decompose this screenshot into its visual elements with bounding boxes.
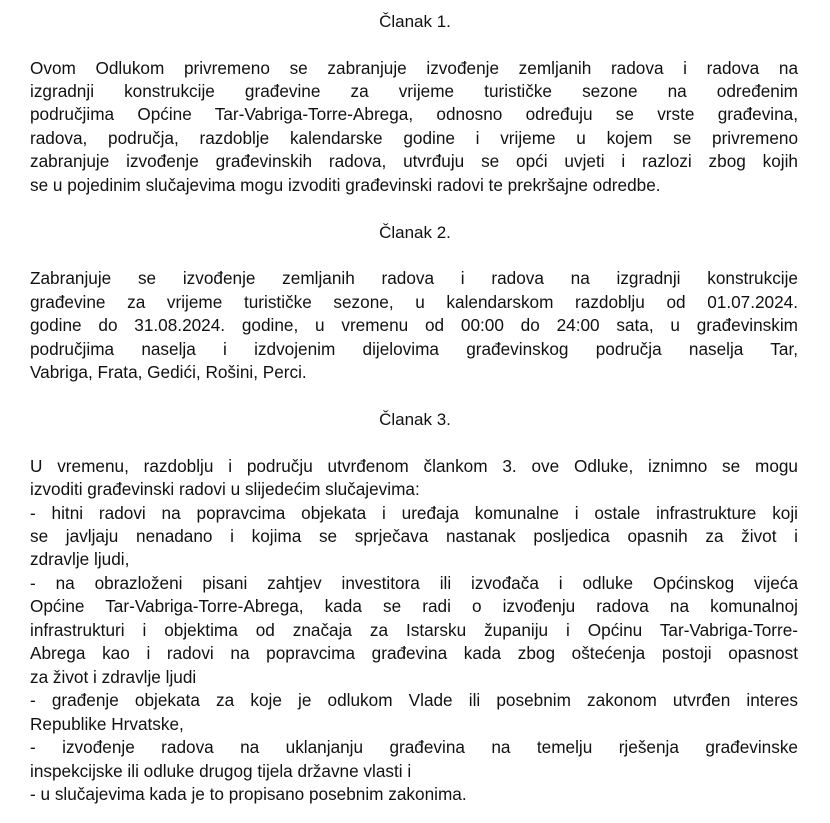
- article-1-heading: Članak 1.: [379, 12, 451, 31]
- article-3-line: U vremenu, razdoblju i području utvrđenom člankom 3. ove Odluke, iznimno se mogu: [30, 456, 798, 476]
- article-1-line: područjima Općine Tar-Vabriga-Torre-Abrega, odnosno određuju se vrste građevina,: [30, 104, 798, 124]
- article-1-line: se u pojedinim slučajevima mogu izvoditi građevinski radovi te prekršajne odredbe.: [30, 175, 661, 195]
- article-3-line: za život i zdravlje ljudi: [30, 667, 197, 687]
- article-3-heading: Članak 3.: [379, 410, 451, 429]
- article-1-line: radova, područja, razdoblje kalendarske godine i vrijeme u kojem se privremeno: [30, 128, 798, 148]
- article-3-line: inspekcijske ili odluke drugog tijela državne vlasti i: [30, 761, 412, 781]
- article-3-line: - građenje objekata za koje je odlukom Vlade ili posebnim zakonom utvrđen interes: [30, 690, 798, 710]
- article-2-line: građevine za vrijeme turističke sezone, u kalendarskom razdoblju od 01.07.2024.: [30, 292, 798, 312]
- article-2-line: Zabranjuje se izvođenje zemljanih radova i radova na izgradnji konstrukcije: [30, 268, 798, 288]
- article-3-line: zdravlje ljudi,: [30, 549, 130, 569]
- article-3-line: se javljaju nenadano i kojima se sprječava nastanak posljedica opasnih za život i: [30, 526, 798, 546]
- article-3-line: - na obrazloženi pisani zahtjev investitora ili izvođača i odluke Općinskog vijeća: [30, 573, 798, 593]
- article-1-line: izgradnji konstrukcije građevine za vrijeme turističke sezone na određenim: [30, 81, 798, 101]
- article-2-line: godine do 31.08.2024. godine, u vremenu od 00:00 do 24:00 sata, u građevinskim: [30, 315, 798, 335]
- article-3-line: Republike Hrvatske,: [30, 714, 184, 734]
- article-2-heading: Članak 2.: [379, 223, 451, 242]
- article-3-line: Abrega kao i radovi na popravcima građevina kada zbog oštećenja postoji opasnost: [30, 643, 798, 663]
- article-3-line: Općine Tar-Vabriga-Torre-Abrega, kada se radi o izvođenju radova na komunalnoj: [30, 596, 798, 616]
- article-1-line: zabranjuje izvođenje građevinskih radova, utvrđuju se opći uvjeti i razlozi zbog kojih: [30, 151, 798, 171]
- article-3-line: - u slučajevima kada je to propisano posebnim zakonima.: [30, 784, 467, 804]
- article-3-line: - izvođenje radova na uklanjanju građevina na temelju rješenja građevinske: [30, 737, 798, 757]
- article-3-line: - hitni radovi na popravcima objekata i uređaja komunalne i ostale infrastrukture koji: [30, 503, 798, 523]
- article-3-line: infrastrukturi i objektima od značaja za Istarsku županiju i Općinu Tar-Vabriga-Torre-: [30, 620, 798, 640]
- article-1-line: Ovom Odlukom privremeno se zabranjuje izvođenje zemljanih radova i radova na: [30, 58, 798, 78]
- article-2-line: područjima naselja i izdvojenim dijelovima građevinskog područja naselja Tar,: [30, 339, 798, 359]
- article-2-line: Vabriga, Frata, Gedići, Rošini, Perci.: [30, 362, 307, 382]
- article-3-line: izvoditi građevinski radovi u slijedećim slučajevima:: [30, 479, 420, 499]
